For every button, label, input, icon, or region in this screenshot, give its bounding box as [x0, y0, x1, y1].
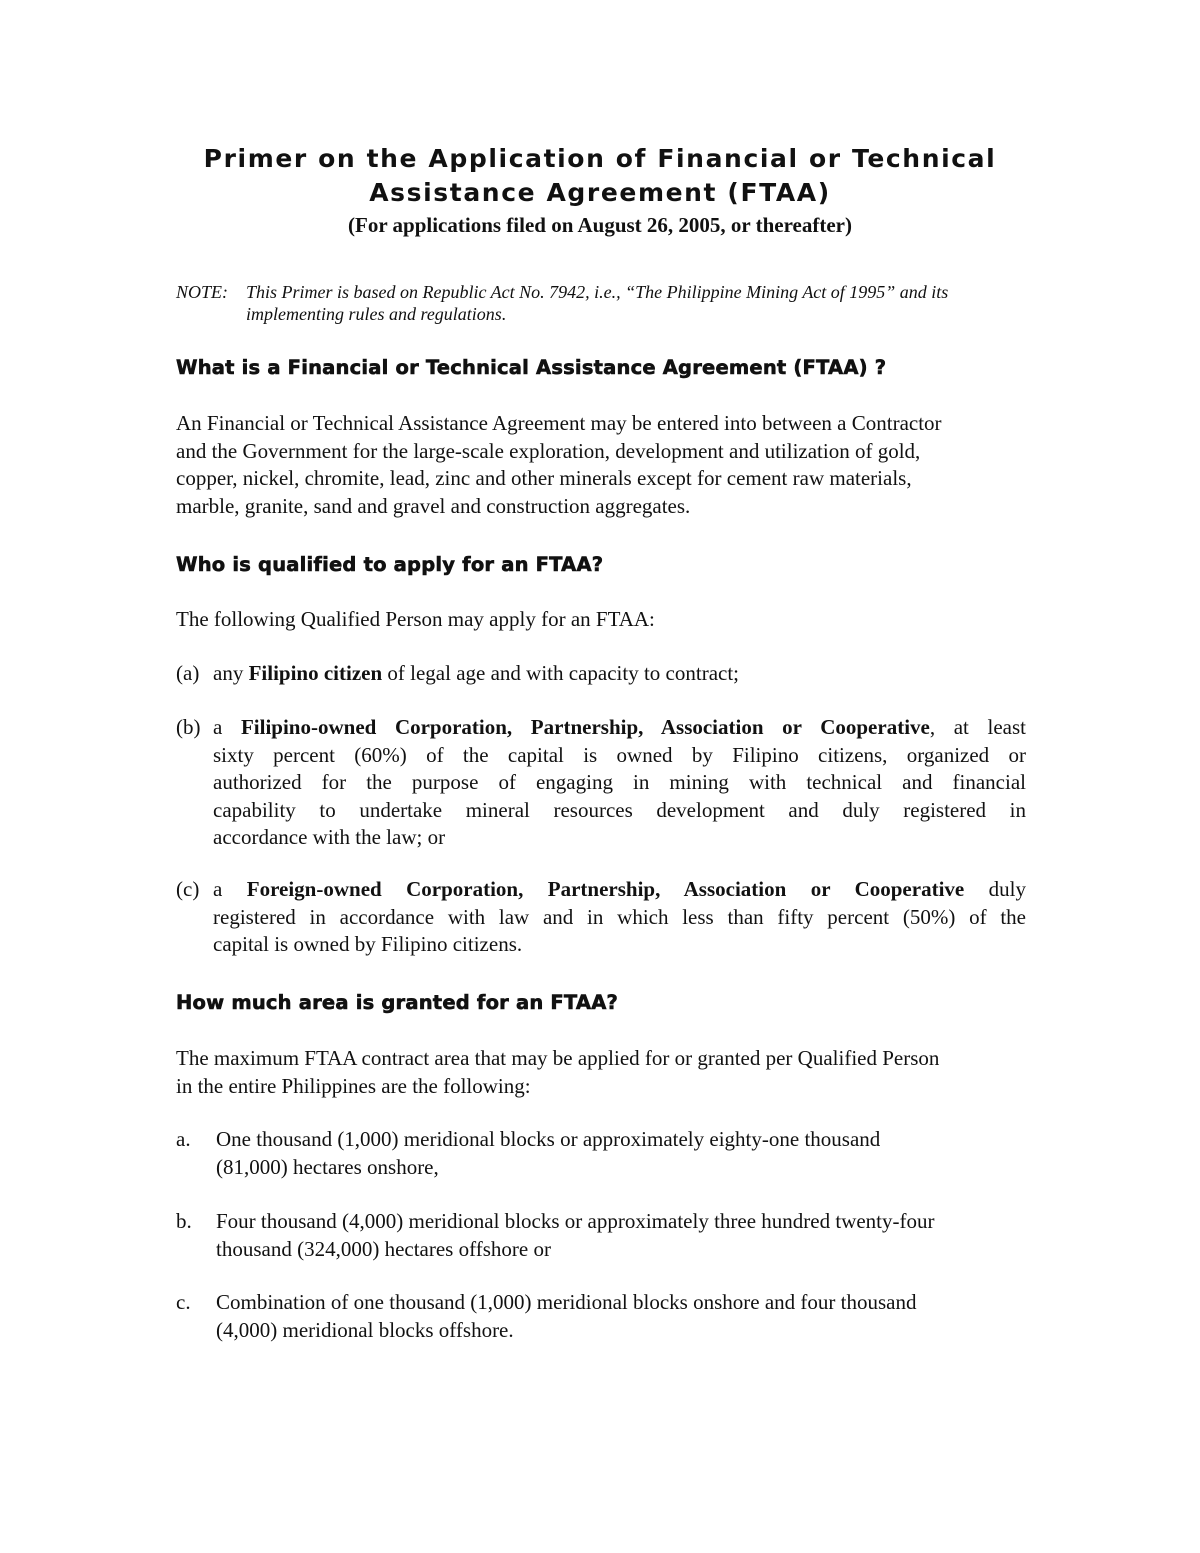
list-item-a [176, 660, 1026, 688]
title-block [0, 142, 1200, 239]
list-item-line: (81,000) hectares onshore, [216, 1154, 439, 1179]
list-item-line: accordance with the law; or [213, 825, 446, 849]
list-item-bold-text: Foreign-owned Corporation, Partnership, Association or Cooperative [246, 877, 965, 901]
list-item-label: a. [176, 1127, 191, 1151]
list-item-line: authorized for the purpose of engaging in mining with technical and financial [213, 770, 1026, 794]
list-item-bold-text: Filipino-owned Corporation, Partnership, Association or Cooperative [240, 715, 930, 739]
list-item-label: (c) [176, 877, 200, 901]
note-block [176, 281, 1036, 325]
list-item-line: Combination of one thousand (1,000) meridional blocks onshore and four thousand [216, 1290, 917, 1314]
paragraph-line: The following Qualified Person may apply for an FTAA: [176, 607, 655, 631]
paragraph-line: The maximum FTAA contract area that may be applied for or granted per Qualified Person [176, 1046, 940, 1070]
list-item-c [176, 876, 1026, 959]
paragraph-line: copper, nickel, chromite, lead, zinc and other minerals except for cement raw materials, [176, 466, 912, 490]
list-item-line: thousand (324,000) hectares offshore or [216, 1236, 551, 1261]
list-item-text: a [213, 877, 247, 901]
list-item-text: a [213, 715, 241, 739]
section-heading-what-is-ftaa: What is a Financial or Technical Assistance Agreement (FTAA) ? [176, 356, 887, 379]
list-item-label: c. [176, 1290, 191, 1314]
note-label: NOTE: [176, 282, 229, 302]
paragraph-line: and the Government for the large-scale exploration, development and utilization of gold, [176, 438, 921, 463]
paragraph-line: marble, granite, sand and gravel and construction aggregates. [176, 493, 691, 518]
section-paragraph-definition [176, 410, 1026, 520]
section-paragraph-qualified-intro [176, 606, 1026, 634]
list-item-line: registered in accordance with law and in which less than fifty percent (50%) of the [213, 904, 1026, 929]
document-subtitle: (For applications filed on August 26, 2005, or thereafter) [348, 213, 852, 237]
list-item-line: One thousand (1,000) meridional blocks or approximately eighty-one thousand [216, 1127, 881, 1151]
document-title-line-1: Primer on the Application of Financial or Technical [203, 144, 997, 173]
area-list-item-c [176, 1289, 1026, 1344]
note-text-line-2: implementing rules and regulations. [246, 304, 507, 324]
list-item-text: any [213, 661, 249, 685]
list-item-line: capital is owned by Filipino citizens. [213, 932, 523, 956]
list-item-line: (4,000) meridional blocks offshore. [216, 1317, 514, 1342]
list-item-b [176, 714, 1026, 852]
list-item-text: duly [964, 877, 1026, 901]
list-item-line: Four thousand (4,000) meridional blocks or approximately three hundred twenty-four [216, 1209, 935, 1233]
list-item-bold-text: Filipino citizen [248, 661, 383, 685]
list-item-text: , at least [929, 715, 1026, 739]
document-title-line-2: Assistance Agreement (FTAA) [369, 178, 831, 207]
list-item-text: of legal age and with capacity to contract; [382, 661, 740, 685]
area-list-item-a [176, 1126, 1026, 1181]
list-item-label: (b) [176, 715, 201, 739]
list-item-line: sixty percent (60%) of the capital is owned by Filipino citizens, organized or [213, 742, 1026, 767]
list-item-line: capability to undertake mineral resources development and duly registered in [213, 797, 1026, 822]
list-item-label: (a) [176, 661, 200, 685]
paragraph-line: An Financial or Technical Assistance Agreement may be entered into between a Contractor [176, 411, 942, 435]
section-paragraph-area-intro [176, 1045, 1026, 1100]
section-heading-how-much-area: How much area is granted for an FTAA? [176, 991, 619, 1014]
section-heading-who-qualified: Who is qualified to apply for an FTAA? [176, 553, 604, 576]
list-item-label: b. [176, 1209, 192, 1233]
area-list-item-b [176, 1208, 1026, 1263]
note-text-line-1: This Primer is based on Republic Act No. 7942, i.e., “The Philippine Mining Act of 1995” and its [246, 282, 949, 302]
paragraph-line: in the entire Philippines are the following: [176, 1073, 531, 1098]
